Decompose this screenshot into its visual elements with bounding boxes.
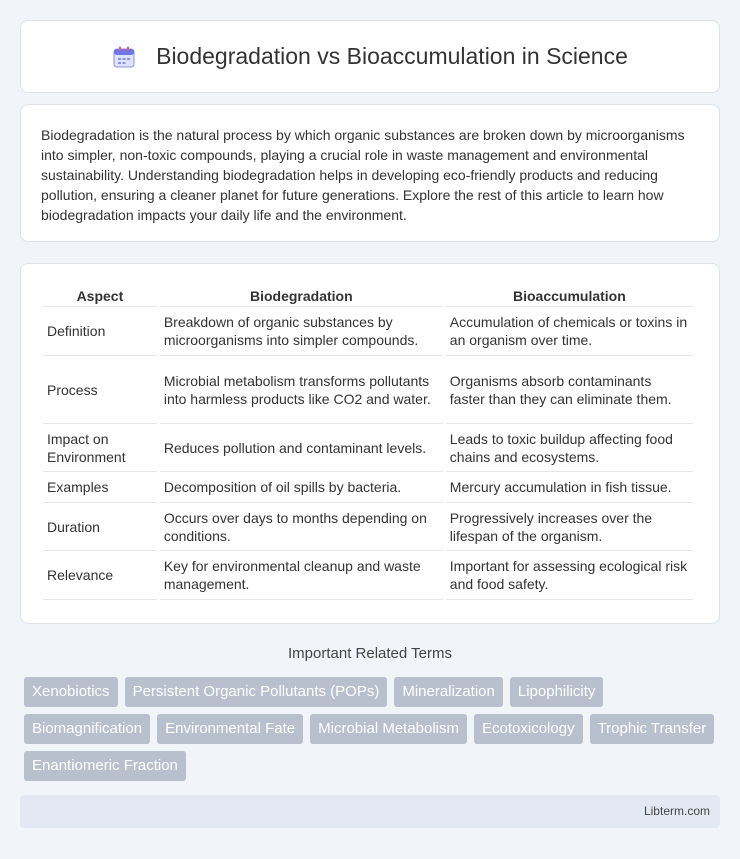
- table-row: [43, 472, 693, 503]
- header-biodegradation: Biodegradation: [160, 284, 443, 307]
- related-term-tag[interactable]: Trophic Transfer: [590, 714, 715, 744]
- cell-bioaccumulation: Accumulation of chemicals or toxins in an organism over time.: [446, 307, 693, 356]
- header-aspect: Aspect: [43, 284, 157, 307]
- table-row: [43, 424, 693, 472]
- cell-biodegradation: Key for environmental cleanup and waste management.: [160, 551, 443, 600]
- related-term-tag[interactable]: Persistent Organic Pollutants (POPs): [125, 677, 388, 707]
- table-header-row: [43, 284, 693, 307]
- comparison-table-card: [20, 263, 720, 624]
- cell-biodegradation: Occurs over days to months depending on conditions.: [160, 503, 443, 551]
- related-term-tag[interactable]: Lipophilicity: [510, 677, 604, 707]
- intro-card: [20, 104, 720, 242]
- table-row: [43, 356, 693, 424]
- cell-biodegradation: Reduces pollution and contaminant levels.: [160, 424, 443, 472]
- cell-aspect: Relevance: [43, 551, 157, 600]
- table-row: [43, 503, 693, 551]
- related-term-tag[interactable]: Biomagnification: [24, 714, 150, 744]
- comparison-table: [40, 284, 696, 600]
- cell-aspect: Process: [43, 356, 157, 424]
- header-bioaccumulation: Bioaccumulation: [446, 284, 693, 307]
- cell-aspect: Definition: [43, 307, 157, 356]
- related-term-tag[interactable]: Enantiomeric Fraction: [24, 751, 186, 781]
- related-term-tag[interactable]: Mineralization: [394, 677, 503, 707]
- cell-bioaccumulation: Important for assessing ecological risk and food safety.: [446, 551, 693, 600]
- cell-biodegradation: Microbial metabolism transforms pollutants into harmless products like CO2 and water.: [160, 356, 443, 424]
- cell-aspect: Duration: [43, 503, 157, 551]
- calendar-icon: [112, 45, 136, 69]
- table-row: [43, 307, 693, 356]
- cell-biodegradation: Breakdown of organic substances by microorganisms into simpler compounds.: [160, 307, 443, 356]
- related-term-tag[interactable]: Environmental Fate: [157, 714, 303, 744]
- footer-site-link[interactable]: Libterm.com: [643, 804, 710, 818]
- cell-bioaccumulation: Organisms absorb contaminants faster than they can eliminate them.: [446, 356, 693, 424]
- related-terms-list: [24, 677, 724, 781]
- cell-bioaccumulation: Mercury accumulation in fish tissue.: [446, 472, 693, 503]
- cell-bioaccumulation: Leads to toxic buildup affecting food chains and ecosystems.: [446, 424, 693, 472]
- cell-aspect: Impact on Environment: [43, 424, 157, 472]
- cell-bioaccumulation: Progressively increases over the lifespan of the organism.: [446, 503, 693, 551]
- related-term-tag[interactable]: Ecotoxicology: [474, 714, 583, 744]
- cell-biodegradation: Decomposition of oil spills by bacteria.: [160, 472, 443, 503]
- related-term-tag[interactable]: Xenobiotics: [24, 677, 118, 707]
- intro-paragraph: Biodegradation is the natural process by which organic substances are broken down by microorganisms into simpler, non-toxic compounds, playing a crucial role in waste management and environmental sustainability. Understanding biodegradation helps in developing eco-friendly products and reducing pollution, ensuring a cleaner planet for future generations. Explore the rest of this article to learn how biodegradation impacts your daily life and the environment.: [41, 127, 685, 223]
- footer: [20, 795, 720, 828]
- related-terms-heading: Important Related Terms: [288, 645, 452, 662]
- related-term-tag[interactable]: Microbial Metabolism: [310, 714, 467, 744]
- table-row: [43, 551, 693, 600]
- cell-aspect: Examples: [43, 472, 157, 503]
- page-title: Biodegradation vs Bioaccumulation in Science: [156, 43, 628, 69]
- title-card: [20, 20, 720, 93]
